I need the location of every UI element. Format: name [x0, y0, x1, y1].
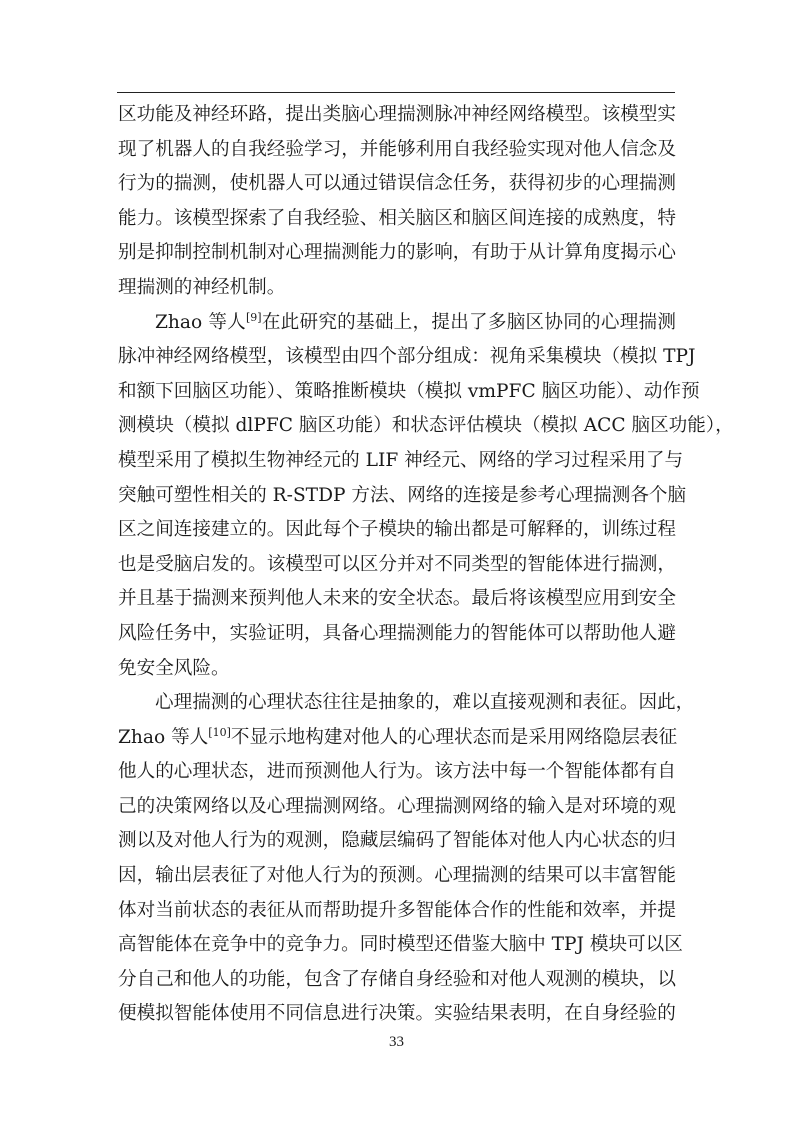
- text-segment: 在此研究的基础上，提出了多脑区协同的心理揣测: [261, 311, 676, 333]
- text-segment: 体对当前状态的表征从而帮助提升多智能体合作的性能和效率，并提: [118, 899, 676, 921]
- text-line: [118, 582, 676, 617]
- text-segment: 测以及对他人行为的观测，隐藏层编码了智能体对他人内心状态的归: [118, 830, 676, 852]
- text-line: [118, 617, 676, 652]
- text-segment: 风险任务中，实验证明，具备心理揣测能力的智能体可以帮助他人避: [118, 622, 676, 644]
- text-segment: 模型采用了模拟生物神经元的 LIF 神经元、网络的学习过程采用了与: [118, 449, 684, 471]
- text-segment: 分自己和他人的功能，包含了存储自身经验和对他人观测的模块，以: [118, 968, 676, 990]
- text-line: [118, 824, 676, 859]
- text-line: [118, 894, 676, 929]
- text-line: [118, 548, 676, 583]
- text-line: [118, 340, 696, 375]
- text-segment: 突触可塑性相关的 R-STDP 方法、网络的连接是参考心理揣测各个脑: [118, 484, 687, 506]
- text-segment: 并且基于揣测来预判他人未来的安全状态。最后将该模型应用到安全: [118, 588, 676, 610]
- text-line: [118, 98, 676, 133]
- text-line: [118, 236, 676, 271]
- text-line: [118, 409, 734, 444]
- citation-ref: [10]: [208, 725, 231, 739]
- text-line: [118, 721, 676, 756]
- paragraph: [118, 686, 695, 1032]
- text-line: [118, 479, 687, 514]
- text-segment: 不显示地构建对他人的心理状态而是采用网络隐层表征: [230, 726, 678, 748]
- text-segment: 和额下回脑区功能）、策略推断模块（模拟 vmPFC 脑区功能）、动作预: [118, 380, 700, 402]
- text-segment: 脉冲神经网络模型，该模型由四个部分组成：视角采集模块（模拟 TPJ: [118, 346, 696, 368]
- text-line: [118, 963, 676, 998]
- text-line: [118, 133, 676, 168]
- text-line: [118, 928, 683, 963]
- text-line: [118, 202, 676, 237]
- text-segment: 他人的心理状态，进而预测他人行为。该方法中每一个智能体都有自: [118, 761, 676, 783]
- text-line: [118, 271, 676, 306]
- citation-ref: [9]: [246, 310, 262, 324]
- text-segment: 能力。该模型探索了自我经验、相关脑区和脑区间连接的成熟度，特: [118, 207, 676, 229]
- text-segment: 理揣测的神经机制。: [118, 276, 286, 298]
- text-line: [118, 375, 700, 410]
- text-line: [118, 652, 676, 687]
- text-line: [118, 859, 676, 894]
- text-segment: 免安全风险。: [118, 657, 230, 679]
- text-segment: 区之间连接建立的。因此每个子模块的输出都是可解释的，训练过程: [118, 519, 676, 541]
- text-segment: 测模块（模拟 dlPFC 脑区功能）和状态评估模块（模拟 ACC 脑区功能），: [118, 415, 734, 437]
- text-segment: Zhao 等人: [155, 311, 246, 333]
- text-segment: 现了机器人的自我经验学习，并能够利用自我经验实现对他人信念及: [118, 138, 676, 160]
- text-line: [118, 167, 676, 202]
- text-segment: 别是抑制控制机制对心理揣测能力的影响，有助于从计算角度揭示心: [118, 242, 676, 264]
- body-text: [118, 98, 734, 1032]
- text-segment: 己的决策网络以及心理揣测网络。心理揣测网络的输入是对环境的观: [118, 795, 676, 817]
- text-segment: 也是受脑启发的。该模型可以区分并对不同类型的智能体进行揣测，: [118, 553, 676, 575]
- text-segment: 心理揣测的心理状态往往是抽象的，难以直接观测和表征。因此，: [155, 692, 695, 714]
- text-line: [118, 306, 676, 341]
- text-segment: 便模拟智能体使用不同信息进行决策。实验结果表明，在自身经验的: [118, 1003, 676, 1025]
- text-line: [118, 513, 676, 548]
- text-line: [118, 444, 684, 479]
- header-rule: [117, 92, 675, 93]
- text-line: [118, 790, 676, 825]
- text-line: [118, 686, 695, 721]
- text-segment: 因，输出层表征了对他人行为的预测。心理揣测的结果可以丰富智能: [118, 865, 676, 887]
- text-segment: 行为的揣测，使机器人可以通过错误信念任务，获得初步的心理揣测: [118, 173, 676, 195]
- text-line: [118, 755, 676, 790]
- page-number: 33: [389, 1034, 404, 1050]
- text-segment: 区功能及神经环路，提出类脑心理揣测脉冲神经网络模型。该模型实: [118, 104, 676, 125]
- paragraph: [118, 98, 676, 306]
- text-segment: 高智能体在竞争中的竞争力。同时模型还借鉴大脑中 TPJ 模块可以区: [118, 934, 683, 956]
- paragraph: [118, 306, 734, 687]
- text-segment: Zhao 等人: [118, 726, 209, 748]
- text-line: [118, 997, 676, 1032]
